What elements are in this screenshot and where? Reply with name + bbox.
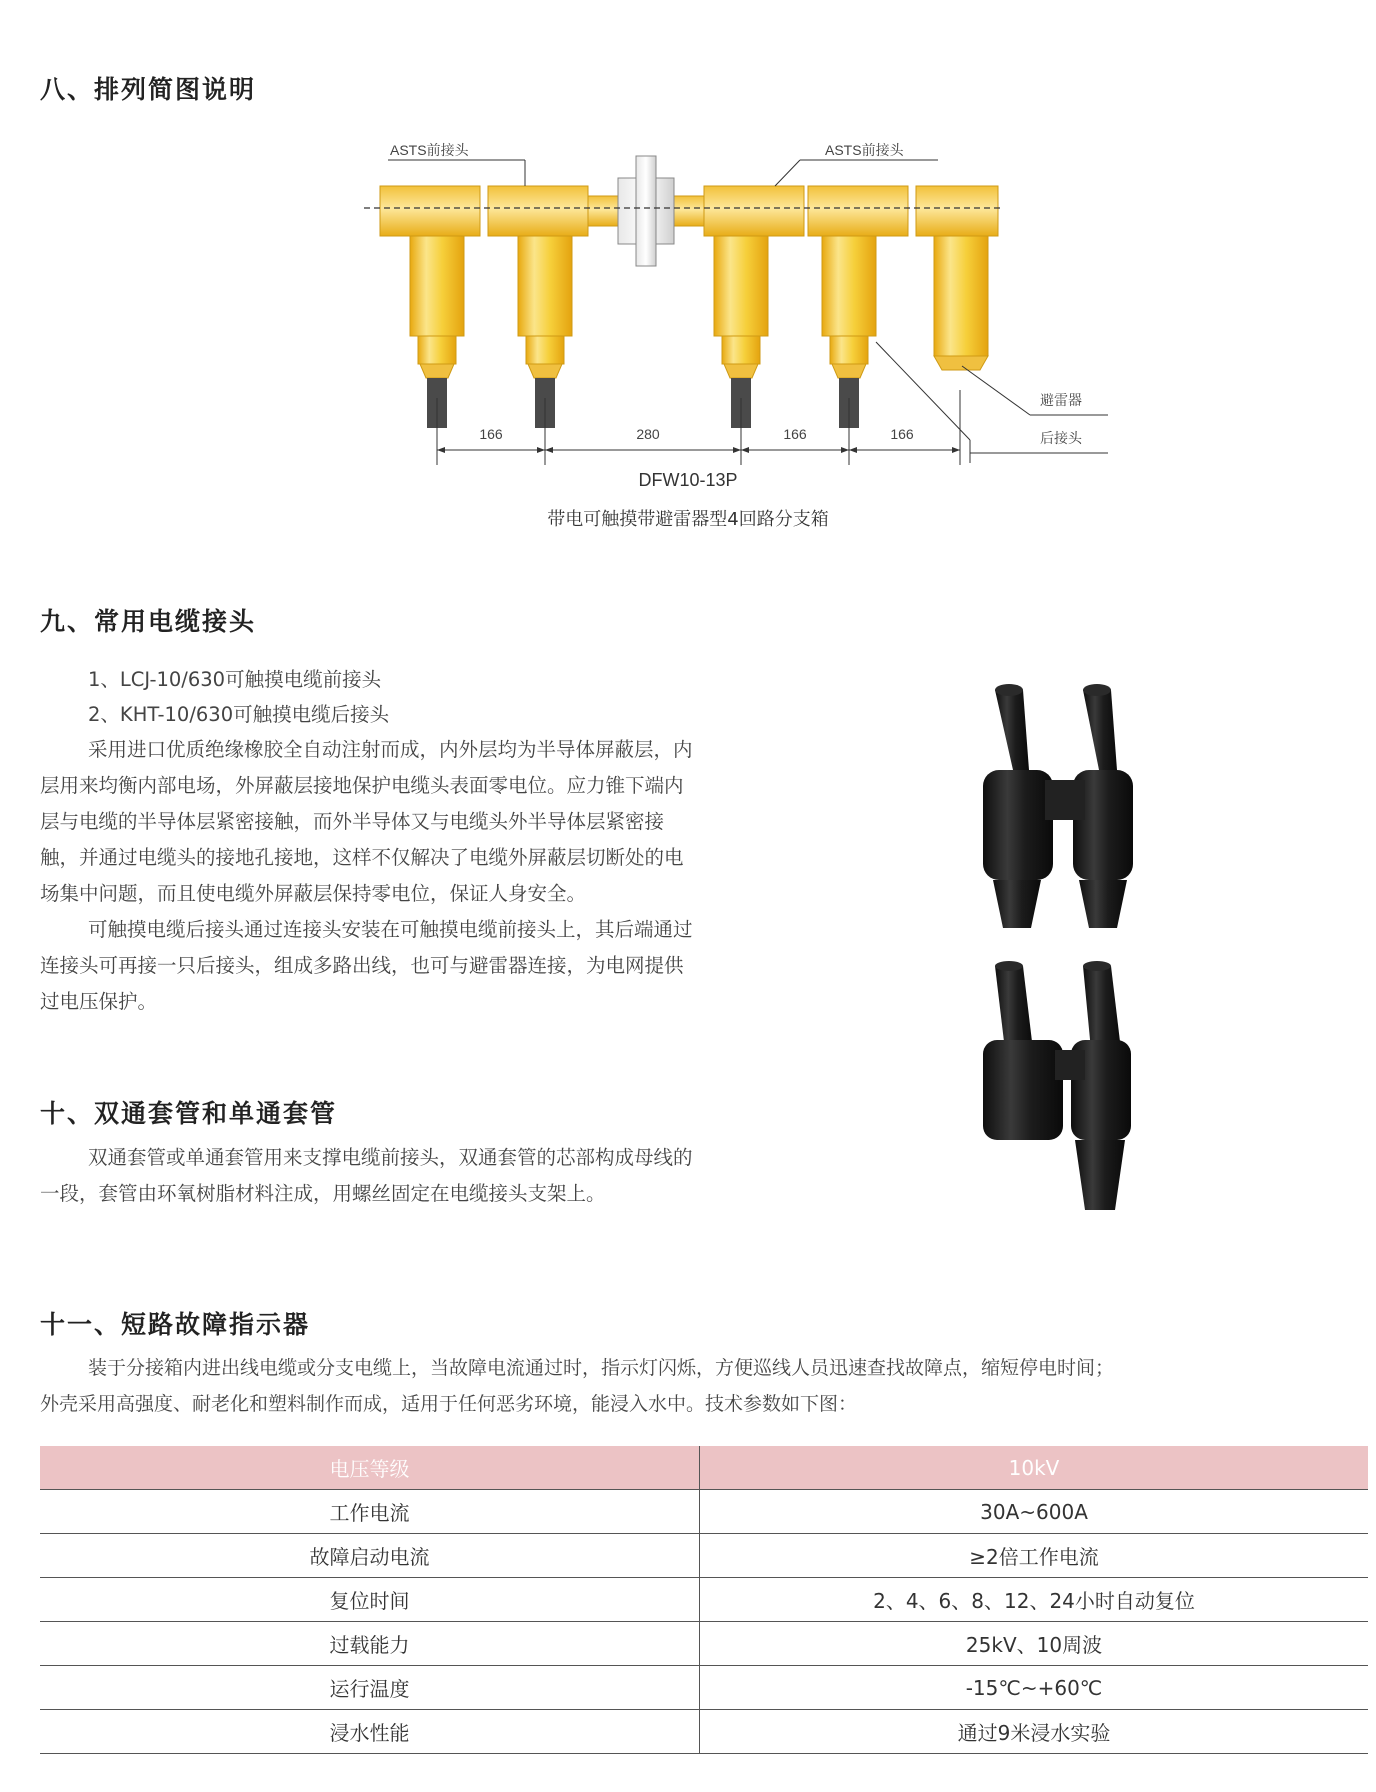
table-cell-param: 运行温度 xyxy=(40,1666,700,1710)
section-8-title: 八、排列简图说明 xyxy=(40,75,257,104)
section-10-title: 十、双通套管和单通套管 xyxy=(40,1099,338,1128)
table-cell-value: ≥2倍工作电流 xyxy=(700,1534,1369,1578)
table-header-param: 电压等级 xyxy=(40,1446,700,1490)
dim-3: 166 xyxy=(783,426,807,442)
rear-connector xyxy=(808,186,908,428)
table-cell-param: 工作电流 xyxy=(40,1490,700,1534)
table-row xyxy=(40,1534,1368,1578)
table-cell-param: 复位时间 xyxy=(40,1578,700,1622)
table-row xyxy=(40,1622,1368,1666)
dim-2: 280 xyxy=(636,426,660,442)
label-arrester: 避雷器 xyxy=(1040,392,1082,408)
table-cell-value: -15℃~+60℃ xyxy=(700,1666,1369,1710)
table-header-value: 10kV xyxy=(700,1446,1369,1490)
dim-1: 166 xyxy=(479,426,503,442)
section-11-title: 十一、短路故障指示器 xyxy=(40,1310,311,1339)
table-cell-value: 通过9米浸水实验 xyxy=(700,1710,1369,1754)
table-row xyxy=(40,1710,1368,1754)
cable-item-1: 1、LCJ-10/630可触摸电缆前接头 xyxy=(88,668,382,691)
diagram-caption: 带电可触摸带避雷器型4回路分支箱 xyxy=(547,509,829,530)
table-cell-value: 2、4、6、8、12、24小时自动复位 xyxy=(700,1578,1369,1622)
surge-arrester xyxy=(916,186,998,370)
label-front-left: ASTS前接头 xyxy=(390,142,469,158)
front-rear-connector-photo xyxy=(983,684,1133,928)
table-cell-value: 25kV、10周波 xyxy=(700,1622,1369,1666)
label-front-right: ASTS前接头 xyxy=(825,142,904,158)
section-9-paragraph-2: 可触摸电缆后接头通过连接头安装在可触摸电缆前接头上，其后端通过 连接头可再接一只后接头，组成多路出线，也可与避雷器连接，为电网提供 过电压保护。 xyxy=(40,918,693,1013)
section-9-paragraph-1: 采用进口优质绝缘橡胶全自动注射而成，内外层均为半导体屏蔽层，内 层用来均衡内部电场，外屏蔽层接地保护电缆头表面零电位。应力锥下端内 层与电缆的半导体层紧密接触，而外半导体又与电缆头外半导体层紧密接 触，并通过电缆头的接地孔接地，这样不仅解决了电缆外屏蔽层切断处的电 场集中问题，而且使电缆外屏蔽层保持零电位，保证人身安全。 xyxy=(40,738,693,905)
label-rear: 后接头 xyxy=(1040,430,1082,446)
cable-connector-photos xyxy=(975,670,1195,1230)
table-row xyxy=(40,1490,1368,1534)
section-9-title: 九、常用电缆接头 xyxy=(40,607,257,636)
cable-item-2: 2、KHT-10/630可触摸电缆后接头 xyxy=(88,703,390,726)
bushing-photo xyxy=(983,961,1131,1210)
table-cell-value: 30A~600A xyxy=(700,1490,1369,1534)
table-row xyxy=(40,1578,1368,1622)
spec-table xyxy=(40,1446,1368,1754)
section-10-paragraph: 双通套管或单通套管用来支撑电缆前接头，双通套管的芯部构成母线的 一段，套管由环氧树脂材料注成，用螺丝固定在电缆接头支架上。 xyxy=(40,1146,693,1205)
section-11-paragraph: 装于分接箱内进出线电缆或分支电缆上，当故障电流通过时，指示灯闪烁，方便巡线人员迅速查找故障点，缩短停电时间； 外壳采用高强度、耐老化和塑料制作而成，适用于任何恶劣环境，能浸入水中。技术参数如下图： xyxy=(40,1357,1115,1415)
table-cell-param: 故障启动电流 xyxy=(40,1534,700,1578)
front-connector-1 xyxy=(380,186,480,428)
diagram-model: DFW10-13P xyxy=(638,470,738,490)
table-cell-param: 浸水性能 xyxy=(40,1710,700,1754)
table-row xyxy=(40,1666,1368,1710)
double-bushing xyxy=(588,156,704,266)
front-connector-3 xyxy=(704,186,804,428)
table-cell-param: 过载能力 xyxy=(40,1622,700,1666)
table-header-row xyxy=(40,1446,1368,1490)
dim-4: 166 xyxy=(890,426,914,442)
front-connector-2 xyxy=(488,186,588,428)
